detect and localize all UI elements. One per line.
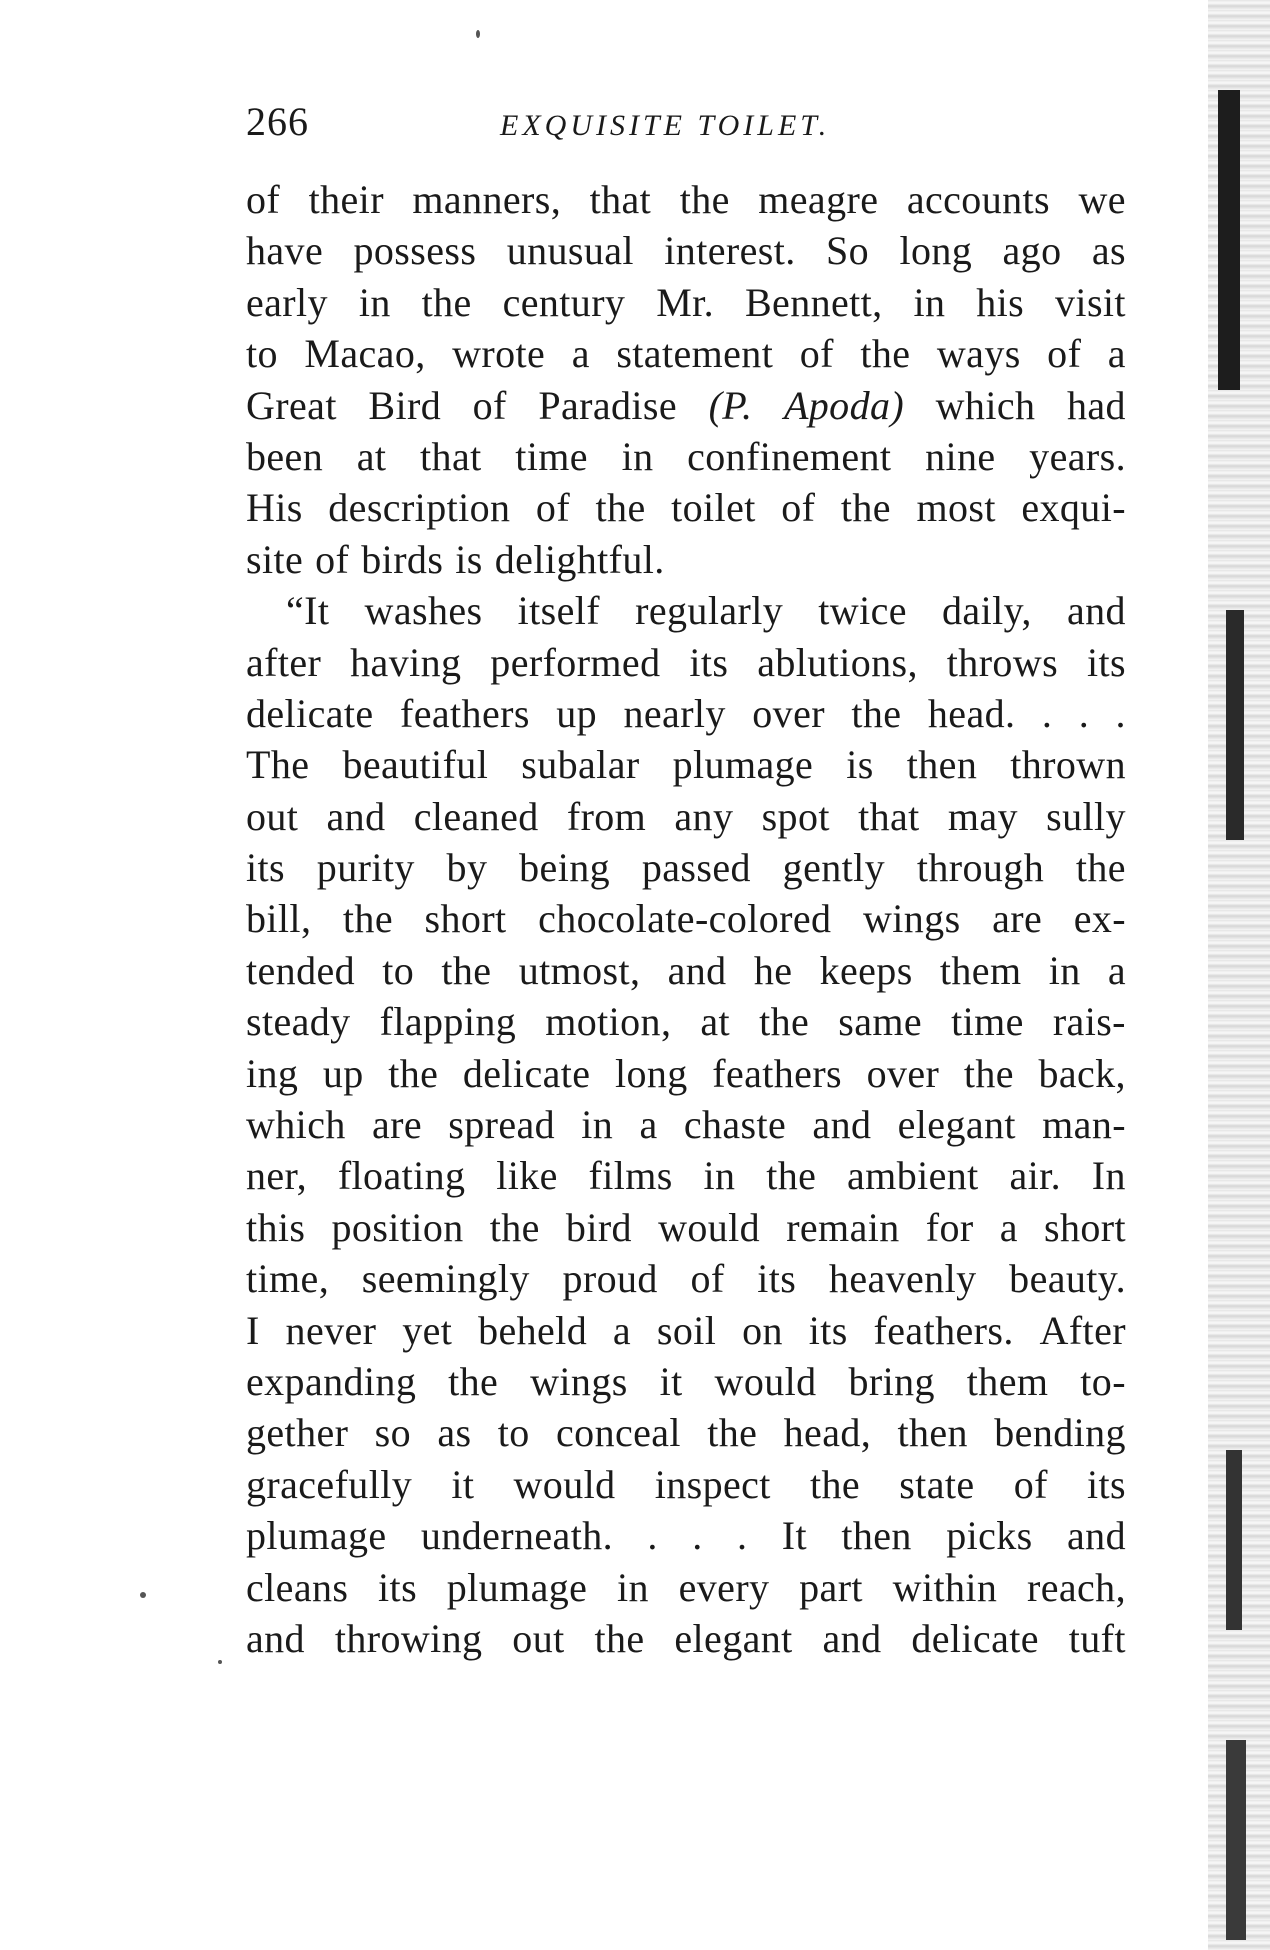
- text-line: gether so as to conceal the head, then bending: [246, 1410, 1126, 1456]
- page-header: [246, 92, 1126, 152]
- text-line: delicate feathers up nearly over the head. . . .: [246, 690, 1126, 736]
- text-line: been at that time in confinement nine years.: [246, 433, 1126, 479]
- text-line: early in the century Mr. Bennett, in his visit: [246, 279, 1126, 325]
- gutter-shadow: [1226, 610, 1244, 840]
- text-line: The beautiful subalar plumage is then thrown: [246, 742, 1126, 788]
- gutter-shadow: [1218, 90, 1240, 390]
- text-line: out and cleaned from any spot that may sully: [246, 793, 1126, 839]
- text-line: Great Bird of Paradise (P. Apoda) which had: [246, 382, 1126, 428]
- text-line: tended to the utmost, and he keeps them in a: [246, 947, 1126, 993]
- text-line: plumage underneath. . . . It then picks and: [246, 1513, 1126, 1559]
- text-line: which are spread in a chaste and elegant man-: [246, 1102, 1126, 1148]
- text-line: this position the bird would remain for a short: [246, 1204, 1126, 1250]
- binding-gutter: [1208, 0, 1270, 1950]
- text-line: of their manners, that the meagre accounts we: [246, 177, 1126, 222]
- gutter-shadow: [1226, 1450, 1242, 1630]
- text-line: after having performed its ablutions, throws its: [246, 639, 1126, 685]
- page-number: 266: [246, 99, 309, 144]
- text-line: ner, floating like films in the ambient air. In: [246, 1153, 1126, 1199]
- text-line: bill, the short chocolate-colored wings are ex-: [246, 896, 1126, 942]
- text-line: have possess unusual interest. So long ago as: [246, 228, 1126, 274]
- text-line: gracefully it would inspect the state of its: [246, 1461, 1126, 1507]
- gutter-shadow: [1226, 1740, 1246, 1940]
- text-line: its purity by being passed gently through the: [246, 845, 1126, 891]
- text-line: ing up the delicate long feathers over the back,: [246, 1050, 1126, 1096]
- running-head: EXQUISITE TOILET.: [500, 109, 831, 142]
- text-line: time, seemingly proud of its heavenly beauty.: [246, 1256, 1126, 1302]
- text-line: steady flapping motion, at the same time rais-: [246, 999, 1126, 1045]
- text-line: site of birds is delightful.: [246, 536, 665, 582]
- body-text: [246, 174, 1126, 1664]
- text-line: and throwing out the elegant and delicate tuft: [246, 1615, 1126, 1661]
- text-line: cleans its plumage in every part within reach,: [246, 1564, 1126, 1610]
- text-line: expanding the wings it would bring them to-: [246, 1358, 1126, 1404]
- ink-speck: [218, 1660, 222, 1664]
- ink-speck: [140, 1592, 146, 1598]
- text-line: I never yet beheld a soil on its feathers. After: [246, 1307, 1126, 1353]
- text-line: “It washes itself regularly twice daily, and: [286, 588, 1126, 634]
- text-line: His description of the toilet of the most exqui-: [246, 485, 1126, 531]
- ink-speck: [476, 30, 480, 38]
- text-line: to Macao, wrote a statement of the ways of a: [246, 331, 1126, 377]
